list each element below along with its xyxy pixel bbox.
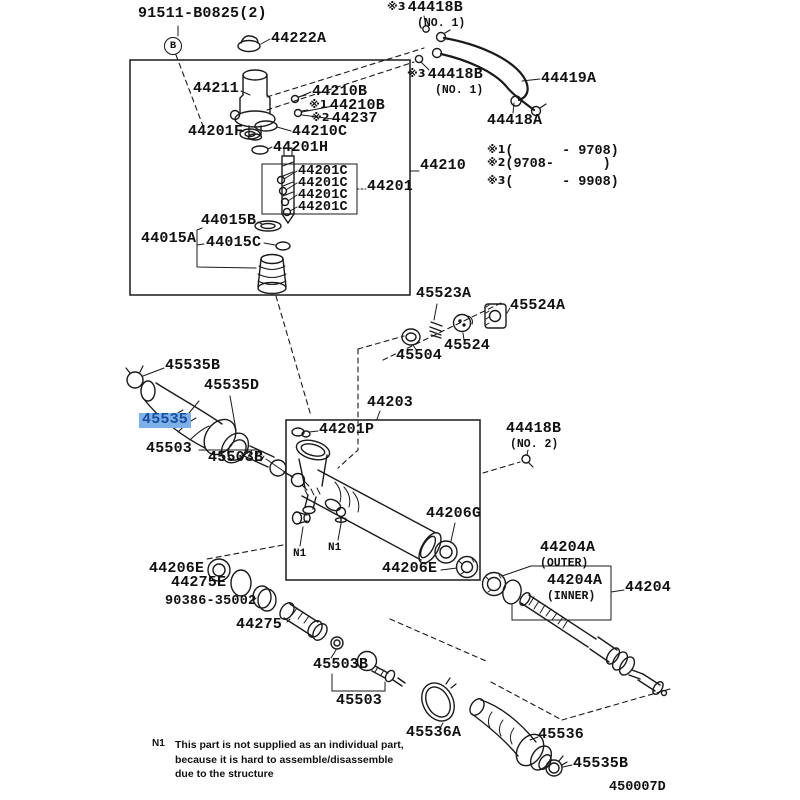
part-label-45535B-top[interactable]: 45535B [165, 357, 221, 374]
part-label-45535D[interactable]: 45535D [204, 377, 260, 394]
n1-marker-b: N1 [328, 542, 342, 554]
part-label-44201C-1[interactable]: 44201C [298, 164, 348, 179]
part-label-44210[interactable]: 44210 [420, 157, 467, 174]
note-mark: ※2 [487, 156, 506, 169]
part-label-44418A[interactable]: 44418A [487, 112, 543, 129]
part-sublabel: (NO. 1) [417, 17, 466, 30]
footnote-line-2: because it is hard to assemble/disassemble [175, 753, 394, 766]
part-label-44210B-1[interactable]: 44210B [312, 83, 368, 100]
part-label-44201H[interactable]: 44201H [273, 139, 329, 156]
part-label-44203[interactable]: 44203 [367, 394, 414, 411]
note-mark: ※3 [487, 174, 506, 187]
part-label-44201C-3[interactable]: 44201C [298, 188, 348, 203]
part-label-45536[interactable]: 45536 [538, 726, 585, 743]
part-sublabel: (OUTER) [540, 557, 589, 570]
part-label-44418B-no2[interactable]: 44418B (NO. 2) [506, 420, 562, 451]
part-label-45536A[interactable]: 45536A [406, 724, 462, 741]
footnote-line-1: This part is not supplied as an individual part, [175, 739, 404, 751]
part-label-44201C-2[interactable]: 44201C [298, 176, 348, 191]
note-mark: ※3 [407, 67, 426, 80]
group-gear-housing [292, 336, 478, 578]
part-label-44206E-left[interactable]: 44206E [149, 560, 205, 577]
part-label-44201C-4[interactable]: 44201C [298, 200, 348, 215]
part-label-44206G[interactable]: 44206G [426, 505, 482, 522]
note-mark: ※2 [311, 111, 330, 124]
part-label-44210B-2[interactable]: ※1 44210B [309, 97, 385, 114]
part-label-44201[interactable]: 44201 [367, 178, 414, 195]
part-label-44204A-outer[interactable]: 44204A (OUTER) [540, 539, 596, 570]
legend-row-3: ※3( - 9908) [487, 174, 619, 190]
note-mark: ※1 [487, 143, 506, 156]
part-label-44206E-center[interactable]: 44206E [382, 560, 438, 577]
note-mark: ※3 [387, 0, 406, 13]
part-label-45503-left[interactable]: 45503 [146, 440, 193, 457]
part-label-44015A[interactable]: 44015A [141, 230, 197, 247]
part-label-44015C[interactable]: 44015C [206, 234, 262, 251]
part-label-90386-35002[interactable]: 90386-35002 [165, 594, 257, 609]
part-label-91511-B0825[interactable]: 91511-B0825(2) [138, 5, 267, 22]
note-mark: ※1 [309, 98, 328, 111]
part-sublabel: (INNER) [547, 590, 596, 603]
part-label-45535B-bottom[interactable]: 45535B [573, 755, 629, 772]
legend-row-1: ※1( - 9708) [487, 143, 619, 159]
part-label-44419A[interactable]: 44419A [541, 70, 597, 87]
part-label-44204A-inner[interactable]: 44204A (INNER) [547, 572, 603, 603]
part-label-44275[interactable]: 44275 [236, 616, 283, 633]
part-label-44204[interactable]: 44204 [625, 579, 672, 596]
part-label-45524[interactable]: 45524 [444, 337, 491, 354]
legend-row-2: ※2(9708- ) [487, 156, 611, 172]
part-label-45503B-bottom[interactable]: 45503B [313, 656, 369, 673]
part-label-45524A[interactable]: 45524A [510, 297, 566, 314]
part-label-45503-bottom[interactable]: 45503 [336, 692, 383, 709]
part-label-44210C[interactable]: 44210C [292, 123, 348, 140]
footnote-mark: N1 [152, 738, 165, 749]
part-label-44222A[interactable]: 44222A [271, 30, 327, 47]
part-label-44418B-no1-a[interactable]: ※3 44418B (NO. 1) [387, 0, 466, 30]
footnote-line-3: due to the structure [175, 768, 274, 780]
part-label-44418B-no1-b[interactable]: ※3 44418B (NO. 1) [407, 66, 484, 97]
part-label-45535-selected[interactable]: 45535 [139, 413, 191, 428]
part-label-44237[interactable]: ※2 44237 [311, 110, 378, 127]
part-label-45504[interactable]: 45504 [396, 347, 443, 364]
diagram-code: 450007D [609, 780, 666, 795]
n1-marker-a: N1 [293, 548, 307, 560]
part-label-45503B-left[interactable]: 45503B [208, 449, 264, 466]
part-label-44211[interactable]: 44211 [193, 80, 240, 97]
part-sublabel: (NO. 2) [510, 438, 559, 451]
part-label-44201F[interactable]: 44201F [188, 123, 244, 140]
part-sublabel: (NO. 1) [435, 84, 484, 97]
group-valve-shaft [278, 148, 298, 223]
part-label-44201P[interactable]: 44201P [319, 421, 375, 438]
fastener-callout-b: B [164, 37, 182, 55]
part-label-45523A[interactable]: 45523A [416, 285, 472, 302]
part-label-44015B[interactable]: 44015B [201, 212, 257, 229]
part-label-44275E[interactable]: 44275E [171, 574, 227, 591]
footnote [152, 738, 412, 782]
